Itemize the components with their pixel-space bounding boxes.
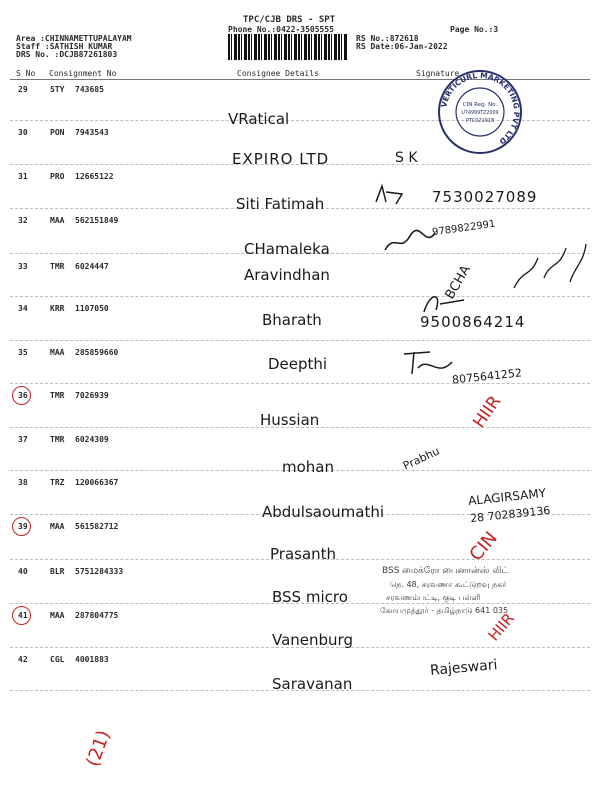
row-sno: 38	[18, 478, 28, 487]
seal-num: U74999TZ2009	[461, 111, 499, 116]
consignee-name: Prasanth	[270, 545, 337, 563]
rs-date: RS Date:06-Jan-2022	[356, 42, 448, 51]
signature-text: 8075641252	[451, 366, 523, 387]
row-code: MAA	[50, 611, 65, 620]
signature-text: 9789822991	[431, 218, 497, 239]
row-num: 12665122	[75, 172, 114, 181]
row-num: 7943543	[75, 128, 109, 137]
row-code: PON	[50, 128, 65, 137]
row-code: BLR	[50, 567, 65, 576]
row-code: STY	[50, 85, 65, 94]
consignee-name: Hussian	[260, 411, 320, 429]
shop-stamp-line: BSS மைக்ரோ பைனான்ஸ் லிட்	[382, 566, 509, 576]
phone-number: Phone No.:0422-3505555	[228, 25, 334, 34]
signature-text: ALAGIRSAMY	[467, 485, 547, 509]
row-sno: 31	[18, 172, 28, 181]
row-sno: 32	[18, 216, 28, 225]
red-circle-mark	[12, 606, 31, 625]
row-num: 743685	[75, 85, 104, 94]
signature-text: Rajeswari	[429, 657, 499, 679]
consignee-name: Aravindhan	[244, 266, 330, 284]
row-divider	[10, 340, 590, 341]
row-code: MAA	[50, 216, 65, 225]
consignee-name: Vanenburg	[272, 631, 353, 649]
consignee-name: Saravanan	[272, 675, 353, 693]
red-annotation: HIIR	[469, 392, 506, 432]
row-sno: 36	[18, 391, 28, 400]
row-sno: 34	[18, 304, 28, 313]
signature-scribble	[380, 228, 440, 258]
row-num: 6024309	[75, 435, 109, 444]
row-sno: 41	[18, 611, 28, 620]
row-sno: 40	[18, 567, 28, 576]
row-sno: 33	[18, 262, 28, 271]
row-num: 7026939	[75, 391, 109, 400]
signature-text: S K	[395, 150, 418, 166]
signature-scribble	[420, 290, 470, 320]
row-sno: 37	[18, 435, 28, 444]
row-sno: 39	[18, 522, 28, 531]
row-num: 5751284333	[75, 567, 124, 576]
row-num: 1107050	[75, 304, 109, 313]
seal-sub: PTC021918	[465, 118, 495, 124]
row-code: CGL	[50, 655, 65, 664]
signature-text: Prabhu	[401, 444, 442, 473]
consignee-name: Abdulsaoumathi	[262, 503, 385, 521]
row-num: 287804775	[75, 611, 119, 620]
consignee-name: Siti Fatimah	[236, 195, 325, 213]
report-title: TPC/CJB DRS - SPT	[243, 15, 336, 25]
red-circle-mark	[12, 517, 31, 536]
row-num: 562151849	[75, 216, 119, 225]
row-num: 561582712	[75, 522, 119, 531]
row-sno: 35	[18, 348, 28, 357]
row-code: TMR	[50, 435, 65, 444]
signature-text: BCHA	[442, 262, 474, 303]
row-num: 4001883	[75, 655, 109, 664]
consignee-name: mohan	[282, 458, 334, 476]
shop-stamp-line: சரவணம்பட்டி, குடி பள்ளி	[386, 593, 481, 602]
page-number: Page No.:3	[450, 25, 499, 34]
row-num: 120066367	[75, 478, 119, 487]
red-annotation: (21)	[82, 727, 115, 770]
row-divider	[10, 383, 590, 384]
col-signature: Signature	[416, 69, 460, 78]
signature-text: 28 702839136	[469, 503, 551, 526]
shop-stamp-line: நெ. 48, சரவணா கூட்டுறவு நகர்	[390, 580, 507, 589]
row-sno: 30	[18, 128, 28, 137]
staff-label: Staff :SATHISH KUMAR	[16, 42, 113, 51]
col-sno: S No	[16, 69, 36, 78]
row-code: TRZ	[50, 478, 65, 487]
red-annotation: CIN	[465, 527, 502, 566]
seal-cin: CIN Reg. No.	[462, 102, 498, 108]
consignee-name: VRatical	[228, 110, 290, 128]
row-num: 6024447	[75, 262, 109, 271]
consignee-name: Bharath	[262, 311, 322, 329]
signature-scribble	[510, 238, 590, 298]
row-sno: 42	[18, 655, 28, 664]
consignee-name: CHamaleka	[244, 240, 330, 258]
consignee-name: BSS micro	[272, 588, 348, 606]
red-annotation: HIIR	[484, 609, 518, 645]
row-sno: 29	[18, 85, 28, 94]
col-consignee: Consignee Details	[237, 69, 319, 78]
area-label: Area :CHINNAMETTUPALAYAM	[16, 34, 132, 43]
signature-scribble	[372, 182, 412, 208]
signature-text: 7530027089	[432, 188, 538, 206]
company-seal	[436, 68, 524, 156]
rs-number: RS No.:872618	[356, 34, 419, 43]
row-divider	[10, 296, 590, 297]
row-code: PRO	[50, 172, 65, 181]
barcode	[228, 34, 348, 60]
row-code: MAA	[50, 522, 65, 531]
row-num: 285859660	[75, 348, 119, 357]
signature-text: 9500864214	[420, 313, 526, 331]
consignee-name: Deepthi	[268, 355, 328, 373]
consignee-name: EXPIRO LTD	[232, 150, 330, 168]
signature-scribble	[400, 348, 460, 378]
red-circle-mark	[12, 386, 31, 405]
row-code: MAA	[50, 348, 65, 357]
row-code: TMR	[50, 262, 65, 271]
seal-text: VERTICURL MARKETING PVT LTD	[439, 70, 522, 147]
row-code: KRR	[50, 304, 65, 313]
col-consignment: Consignment No	[49, 69, 117, 78]
drs-number: DRS No. :DCJB87261803	[16, 50, 118, 59]
row-code: TMR	[50, 391, 65, 400]
shop-stamp-line: கோயமுத்தூர் - தமிழ்நாடு 641 035	[380, 606, 509, 615]
